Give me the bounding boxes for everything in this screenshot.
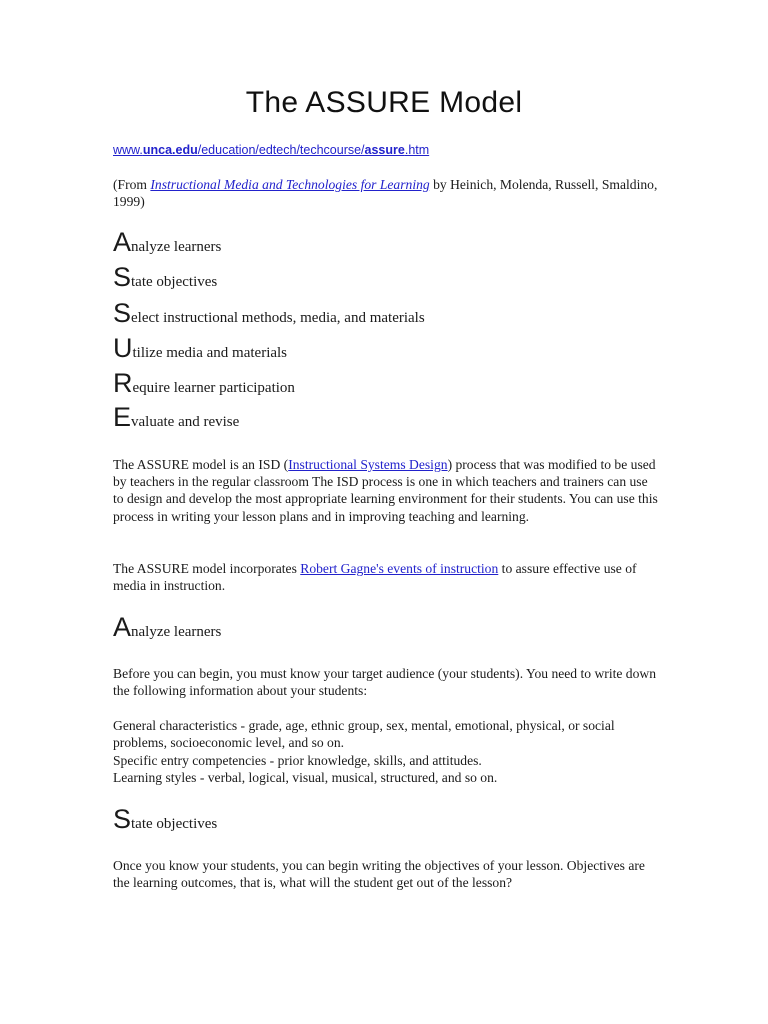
gagne-paragraph: [113, 560, 658, 594]
isd-link[interactable]: Instructional Systems Design: [288, 457, 448, 472]
acronym-text: elect instructional methods, media, and materials: [131, 310, 425, 326]
gagne-text-start: The ASSURE model incorporates: [113, 561, 301, 576]
citation-suffix: by Heinich, Molenda, Russell, Smaldino, 1999): [113, 177, 658, 210]
url-extension: .htm: [404, 143, 430, 157]
acronym-line-utilize: [113, 335, 287, 363]
analyze-entry-competencies: Specific entry competencies - prior knowledge, skills, and attitudes.: [113, 753, 482, 768]
url-domain: unca.edu: [142, 143, 198, 157]
acronym-letter: R: [113, 368, 133, 398]
heading-text: tate objectives: [131, 816, 218, 832]
heading-letter: A: [113, 612, 132, 642]
heading-letter: S: [113, 804, 132, 834]
acronym-text: equire learner participation: [132, 380, 295, 396]
url-page: assure: [364, 143, 405, 157]
state-objectives-paragraph: Once you know your students, you can begin writing the objectives of your lesson. Objectives are the learning outcomes, that is, what will the student get out of the lesson?: [113, 858, 645, 891]
analyze-intro-paragraph: Before you can begin, you must know your target audience (your students). You need to write down the following information about your students:: [113, 666, 657, 699]
page-title: The ASSURE Model: [245, 86, 523, 119]
section-heading-state: [113, 806, 217, 833]
book-title-link[interactable]: Instructional Media and Technologies for Learning: [150, 177, 430, 192]
intro-text-start: The ASSURE model is an ISD (: [113, 457, 289, 472]
acronym-line-analyze: [113, 229, 221, 257]
acronym-line-require: [113, 370, 295, 398]
acronym-letter: A: [113, 227, 132, 257]
acronym-letter: S: [113, 262, 132, 292]
analyze-general-characteristics: General characteristics - grade, age, ethnic group, sex, mental, emotional, physical, or social problems, socioeconomic level, and so on.: [113, 718, 615, 751]
intro-paragraph: [113, 456, 658, 525]
gagne-text-end: to assure effective use of media in instruction.: [113, 561, 637, 594]
url-path: /education/edtech/techcourse/: [197, 143, 365, 157]
citation-paragraph: [113, 176, 658, 210]
acronym-line-state: [113, 264, 217, 292]
acronym-letter: S: [113, 298, 132, 328]
source-url-link[interactable]: [113, 143, 429, 157]
intro-text-end: ) process that was modified to be used by teachers in the regular classroom The ISD process is one in which teachers and trainers can use to design and develop the most appropriate learning environment for their students. You can use this process in writing your lesson plans and in improving teaching and learning.: [113, 457, 658, 524]
acronym-line-evaluate: [113, 404, 239, 432]
section-heading-analyze: [113, 614, 221, 641]
heading-text: nalyze learners: [131, 624, 222, 640]
acronym-text: tilize media and materials: [132, 345, 288, 361]
acronym-line-select: [113, 300, 425, 328]
gagne-events-link[interactable]: Robert Gagne's events of instruction: [300, 561, 499, 576]
acronym-letter: E: [113, 402, 132, 432]
url-part: www.: [113, 143, 143, 157]
acronym-text: tate objectives: [131, 274, 218, 290]
acronym-text: valuate and revise: [131, 414, 240, 430]
citation-prefix: (From: [113, 177, 151, 192]
acronym-text: nalyze learners: [131, 239, 222, 255]
analyze-learning-styles: Learning styles - verbal, logical, visual, musical, structured, and so on.: [113, 770, 498, 785]
acronym-letter: U: [113, 333, 133, 363]
